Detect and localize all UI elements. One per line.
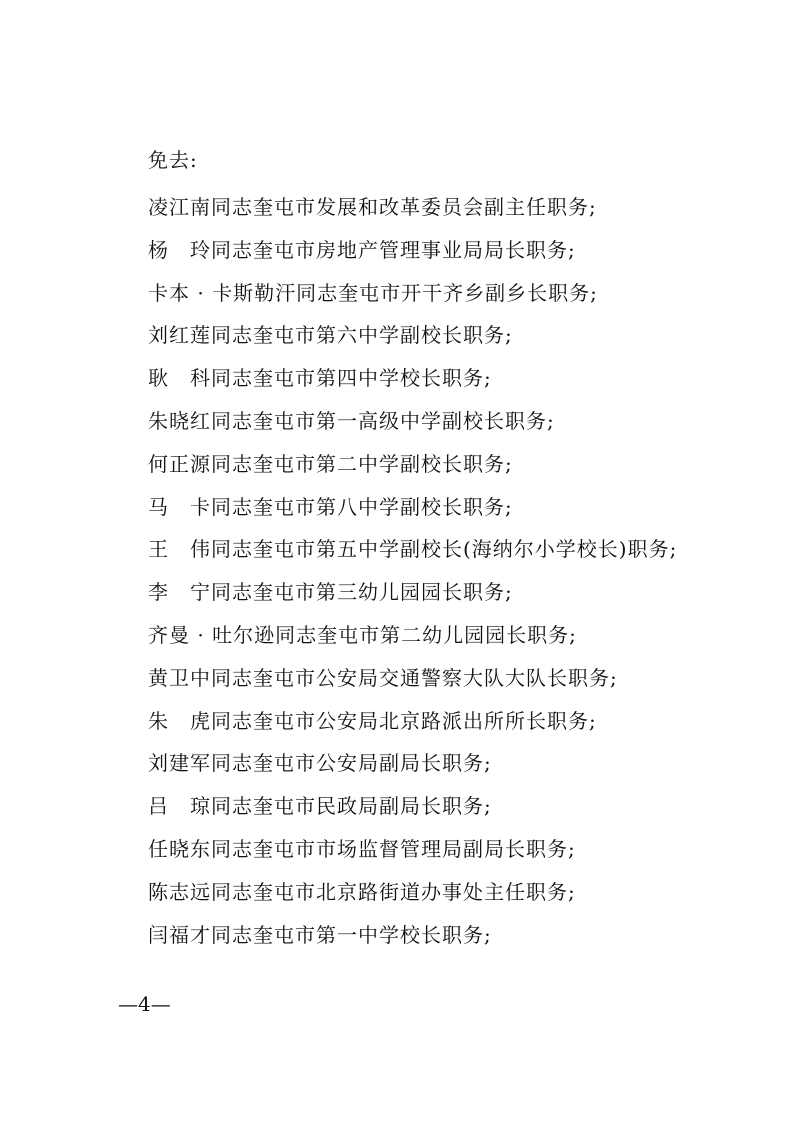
- dismissal-item: 李 宁同志奎屯市第三幼儿园园长职务;: [148, 580, 513, 605]
- dismissal-item: 王 伟同志奎屯市第五中学副校长(海纳尔小学校长)职务;: [148, 537, 678, 562]
- dismissal-item: 朱晓红同志奎屯市第一高级中学副校长职务;: [148, 408, 555, 433]
- dismissal-item: 马 卡同志奎屯市第八中学副校长职务;: [148, 494, 513, 519]
- dismissal-item: 齐曼 · 吐尔逊同志奎屯市第二幼儿园园长职务;: [148, 622, 577, 647]
- dismissal-item: 任晓东同志奎屯市市场监督管理局副局长职务;: [148, 836, 576, 861]
- dismissal-item: 吕 琼同志奎屯市民政局副局长职务;: [148, 794, 492, 819]
- dismissal-item: 陈志远同志奎屯市北京路街道办事处主任职务;: [148, 879, 576, 904]
- dismissal-item: 闫福才同志奎屯市第一中学校长职务;: [148, 922, 492, 947]
- dismissal-list: [148, 193, 677, 963]
- page-number: —4—: [118, 992, 171, 1016]
- dismissal-item: 朱 虎同志奎屯市公安局北京路派出所所长职务;: [148, 708, 597, 733]
- dismissal-item: 耿 科同志奎屯市第四中学校长职务;: [148, 366, 492, 391]
- dismissal-item: 何正源同志奎屯市第二中学副校长职务;: [148, 451, 513, 476]
- dismissal-item: 卡本 · 卡斯勒汗同志奎屯市开干齐乡副乡长职务;: [148, 280, 598, 305]
- dismissal-item: 刘建军同志奎屯市公安局副局长职务;: [148, 751, 492, 776]
- dismissal-item: 凌江南同志奎屯市发展和改革委员会副主任职务;: [148, 195, 597, 219]
- dismissal-item: 杨 玲同志奎屯市房地产管理事业局局长职务;: [148, 237, 576, 262]
- dismissal-item: 刘红莲同志奎屯市第六中学副校长职务;: [148, 323, 513, 348]
- dismissal-item: 黄卫中同志奎屯市公安局交通警察大队大队长职务;: [148, 665, 618, 690]
- section-heading: 免去:: [148, 148, 198, 172]
